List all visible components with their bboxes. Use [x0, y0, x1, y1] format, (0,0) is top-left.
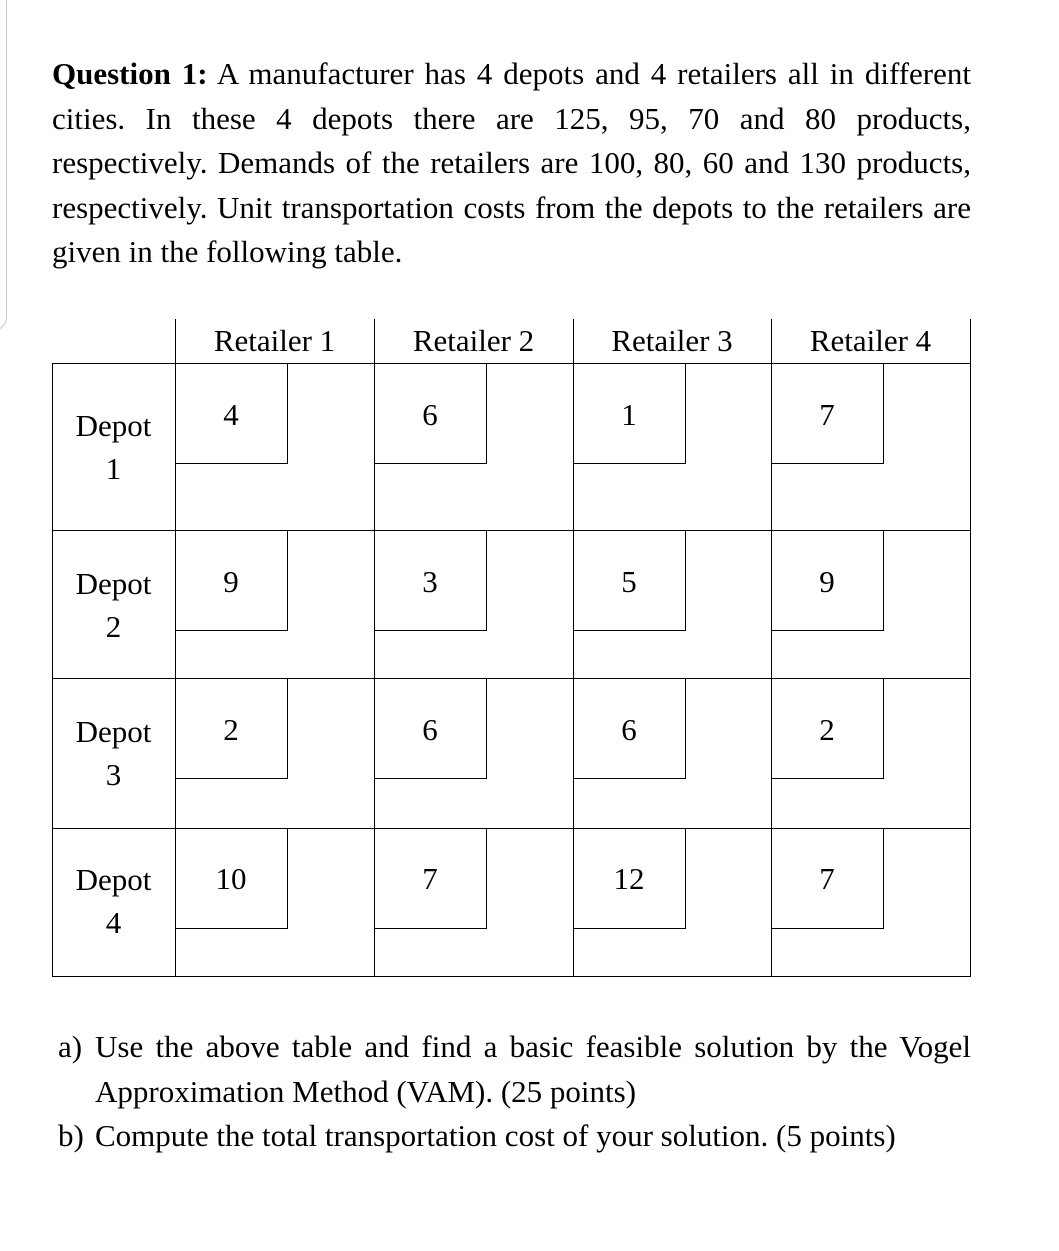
depot-label-3 — [52, 710, 175, 796]
depot-label-number: 2 — [105, 609, 122, 644]
cost-cell: 9 — [223, 564, 239, 599]
depot-label-1 — [52, 404, 175, 490]
cost-cell: 7 — [819, 397, 835, 432]
depot-label-word: Depot — [75, 408, 152, 443]
depot-label-word: Depot — [75, 566, 152, 601]
cost-cell: 12 — [613, 861, 645, 896]
table-rule — [970, 319, 971, 977]
depot-label-number: 1 — [105, 451, 122, 486]
part-a — [58, 1025, 971, 1114]
page-edge-curve — [0, 300, 7, 331]
cost-cell: 4 — [223, 397, 239, 432]
cost-cell: 2 — [819, 712, 835, 747]
header-retailer-2: Retailer 2 — [412, 323, 535, 358]
page-edge-line — [6, 0, 7, 312]
depot-label-number: 4 — [105, 905, 122, 940]
depot-label-word: Depot — [75, 862, 152, 897]
header-retailer-3: Retailer 3 — [611, 323, 733, 358]
depot-label-word: Depot — [75, 714, 152, 749]
cost-cell: 1 — [621, 397, 637, 432]
part-text: Compute the total transportation cost of your solution. (5 points) — [95, 1118, 896, 1153]
cost-cell: 5 — [621, 564, 637, 599]
cost-cell: 6 — [621, 712, 637, 747]
cost-cell: 10 — [215, 861, 247, 896]
part-text: Use the above table and find a basic feasible solution by the Vogel Approximation Method (VAM). (25 points) — [95, 1029, 971, 1109]
question-label: Question 1: — [52, 56, 208, 91]
question-parts — [58, 1025, 971, 1159]
part-label: b) — [58, 1118, 84, 1153]
header-retailer-1: Retailer 1 — [213, 323, 336, 358]
cost-cell: 7 — [422, 861, 438, 896]
table-rule — [52, 976, 971, 977]
header-retailer-4: Retailer 4 — [809, 323, 932, 358]
cost-cell: 9 — [819, 564, 835, 599]
depot-label-4 — [52, 858, 175, 944]
depot-label-2 — [52, 562, 175, 648]
cost-cell: 6 — [422, 712, 438, 747]
cost-cell: 3 — [422, 564, 438, 599]
part-label: a) — [58, 1029, 83, 1064]
depot-label-number: 3 — [105, 757, 122, 792]
part-b — [58, 1114, 971, 1159]
cost-cell: 2 — [223, 712, 239, 747]
cost-cell: 6 — [422, 397, 438, 432]
cost-cell: 7 — [819, 861, 835, 896]
question-body: A manufacturer has 4 depots and 4 retailers all in different cities. In these 4 depots there are 125, 95, 70 and 80 products, respectively. Demands of the retailers are 100, 80, 60 and 130 products, respectively. Unit transportation costs from the depots to the retailers are given in the following table. — [52, 56, 971, 269]
question-text — [52, 52, 971, 275]
